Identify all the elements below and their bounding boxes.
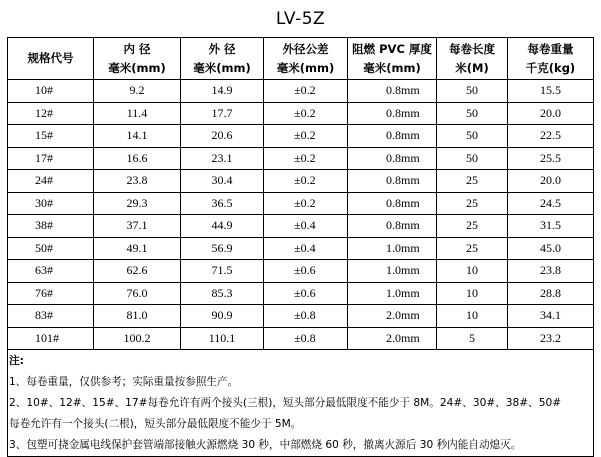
header-outer-tolerance-label: 外径公差 <box>282 41 329 56</box>
cell-roll-weight: 15.5 <box>508 80 594 103</box>
cell-pvc-thickness: 0.8mm <box>348 80 437 103</box>
cell-inner-diameter: 11.4 <box>94 102 181 125</box>
cell-roll-length: 5 <box>437 327 508 350</box>
cell-inner-diameter: 49.1 <box>94 237 181 260</box>
cell-outer-tolerance: ±0.6 <box>264 260 348 283</box>
header-roll-length-unit: 米(M) <box>455 60 489 75</box>
header-inner-diameter <box>94 38 181 80</box>
cell-outer-tolerance: ±0.4 <box>264 237 348 260</box>
table-row <box>8 80 594 103</box>
cell-roll-length: 25 <box>437 215 508 238</box>
cell-pvc-thickness: 2.0mm <box>348 327 437 350</box>
cell-pvc-thickness: 0.8mm <box>348 170 437 193</box>
spec-table <box>7 37 594 457</box>
cell-roll-length: 10 <box>437 260 508 283</box>
cell-pvc-thickness: 1.0mm <box>348 282 437 305</box>
table-row <box>8 282 594 305</box>
cell-outer-diameter: 36.5 <box>181 192 264 215</box>
cell-outer-diameter: 23.1 <box>181 147 264 170</box>
cell-spec-code: 50# <box>8 237 94 260</box>
cell-spec-code: 76# <box>8 282 94 305</box>
cell-inner-diameter: 62.6 <box>94 260 181 283</box>
cell-roll-weight: 25.5 <box>508 147 594 170</box>
table-row <box>8 192 594 215</box>
cell-outer-tolerance: ±0.4 <box>264 215 348 238</box>
cell-outer-diameter: 17.7 <box>181 102 264 125</box>
header-inner-diameter-unit: 毫米(mm) <box>108 60 166 75</box>
cell-outer-tolerance: ±0.8 <box>264 305 348 328</box>
spec-table-body <box>8 80 594 350</box>
cell-pvc-thickness: 1.0mm <box>348 237 437 260</box>
cell-spec-code: 63# <box>8 260 94 283</box>
cell-roll-length: 50 <box>437 147 508 170</box>
cell-spec-code: 10# <box>8 80 94 103</box>
header-roll-weight-label: 每卷重量 <box>527 41 574 56</box>
cell-outer-diameter: 85.3 <box>181 282 264 305</box>
cell-spec-code: 101# <box>8 327 94 350</box>
note-line-1: 1、每卷重量，仅供参考；实际重量按参照生产。 <box>9 376 239 388</box>
cell-inner-diameter: 81.0 <box>94 305 181 328</box>
cell-outer-tolerance: ±0.2 <box>264 80 348 103</box>
cell-outer-diameter: 14.9 <box>181 80 264 103</box>
cell-inner-diameter: 76.0 <box>94 282 181 305</box>
cell-roll-weight: 28.8 <box>508 282 594 305</box>
header-pvc-thickness <box>348 38 437 80</box>
cell-roll-length: 50 <box>437 102 508 125</box>
cell-roll-weight: 45.0 <box>508 237 594 260</box>
cell-pvc-thickness: 0.8mm <box>348 215 437 238</box>
cell-outer-tolerance: ±0.2 <box>264 102 348 125</box>
cell-inner-diameter: 14.1 <box>94 125 181 148</box>
cell-outer-tolerance: ±0.2 <box>264 192 348 215</box>
notes-cell <box>8 350 594 457</box>
cell-spec-code: 15# <box>8 125 94 148</box>
cell-roll-weight: 20.0 <box>508 102 594 125</box>
note-line-2: 2、10#、12#、15#、17#每卷允许有两个接头(三根)，短头部分最低限度不能少于 8M。24#、30#、38#、50# <box>9 397 562 409</box>
cell-spec-code: 12# <box>8 102 94 125</box>
table-row <box>8 260 594 283</box>
cell-roll-weight: 23.8 <box>508 260 594 283</box>
header-row <box>8 38 594 80</box>
cell-roll-weight: 23.2 <box>508 327 594 350</box>
table-row <box>8 147 594 170</box>
cell-roll-length: 25 <box>437 237 508 260</box>
header-spec-code-label: 规格代号 <box>27 51 74 65</box>
document-title: LV-5Z <box>275 9 326 29</box>
cell-spec-code: 17# <box>8 147 94 170</box>
cell-outer-diameter: 71.5 <box>181 260 264 283</box>
cell-outer-diameter: 110.1 <box>181 327 264 350</box>
table-row <box>8 102 594 125</box>
header-outer-diameter <box>181 38 264 80</box>
cell-pvc-thickness: 2.0mm <box>348 305 437 328</box>
header-pvc-thickness-label: 阻燃 PVC 厚度 <box>352 41 432 56</box>
cell-inner-diameter: 16.6 <box>94 147 181 170</box>
header-inner-diameter-label: 内 径 <box>123 41 151 56</box>
cell-pvc-thickness: 0.8mm <box>348 125 437 148</box>
cell-outer-diameter: 44.9 <box>181 215 264 238</box>
header-roll-weight-unit: 千克(kg) <box>525 60 576 75</box>
cell-outer-diameter: 90.9 <box>181 305 264 328</box>
header-pvc-thickness-unit: 毫米(mm) <box>363 60 421 75</box>
cell-roll-length: 25 <box>437 192 508 215</box>
cell-pvc-thickness: 0.8mm <box>348 147 437 170</box>
cell-spec-code: 38# <box>8 215 94 238</box>
table-row <box>8 125 594 148</box>
note-line-4: 3、包塑可挠金属电线保护套管端部接触火源燃烧 30 秒，中部燃烧 60 秒，撤离火源后 30 秒内能自动熄灭。 <box>9 439 522 451</box>
header-roll-length-label: 每卷长度 <box>449 41 495 56</box>
cell-roll-length: 25 <box>437 170 508 193</box>
cell-roll-weight: 22.5 <box>508 125 594 148</box>
header-outer-tolerance <box>264 38 348 80</box>
cell-inner-diameter: 9.2 <box>94 80 181 103</box>
table-row <box>8 305 594 328</box>
header-outer-diameter-label: 外 径 <box>208 41 236 56</box>
cell-roll-weight: 31.5 <box>508 215 594 238</box>
notes-row <box>8 350 594 457</box>
table-row <box>8 327 594 350</box>
note-line-3: 每卷允许有一个接头(二根)，短头部分最低限度不能少于 5M。 <box>9 418 302 430</box>
cell-spec-code: 24# <box>8 170 94 193</box>
cell-outer-diameter: 20.6 <box>181 125 264 148</box>
cell-outer-tolerance: ±0.6 <box>264 282 348 305</box>
header-outer-tolerance-unit: 毫米(mm) <box>276 60 335 75</box>
cell-outer-tolerance: ±0.2 <box>264 147 348 170</box>
cell-spec-code: 30# <box>8 192 94 215</box>
header-spec-code <box>8 38 94 80</box>
cell-roll-weight: 24.5 <box>508 192 594 215</box>
cell-outer-tolerance: ±0.2 <box>264 125 348 148</box>
cell-pvc-thickness: 1.0mm <box>348 260 437 283</box>
cell-inner-diameter: 29.3 <box>94 192 181 215</box>
cell-inner-diameter: 23.8 <box>94 170 181 193</box>
table-row <box>8 237 594 260</box>
cell-pvc-thickness: 0.8mm <box>348 192 437 215</box>
cell-outer-diameter: 30.4 <box>181 170 264 193</box>
cell-roll-length: 10 <box>437 305 508 328</box>
cell-roll-length: 10 <box>437 282 508 305</box>
cell-roll-length: 50 <box>437 125 508 148</box>
notes-title: 注: <box>9 355 24 367</box>
cell-roll-length: 50 <box>437 80 508 103</box>
header-outer-diameter-unit: 毫米(mm) <box>193 60 251 75</box>
table-row <box>8 170 594 193</box>
cell-inner-diameter: 37.1 <box>94 215 181 238</box>
cell-roll-weight: 20.0 <box>508 170 594 193</box>
cell-pvc-thickness: 0.8mm <box>348 102 437 125</box>
cell-outer-tolerance: ±0.2 <box>264 170 348 193</box>
header-roll-weight <box>508 38 594 80</box>
cell-outer-diameter: 56.9 <box>181 237 264 260</box>
cell-inner-diameter: 100.2 <box>94 327 181 350</box>
cell-roll-weight: 34.1 <box>508 305 594 328</box>
cell-spec-code: 83# <box>8 305 94 328</box>
table-row <box>8 215 594 238</box>
cell-outer-tolerance: ±0.8 <box>264 327 348 350</box>
header-roll-length <box>437 38 508 80</box>
